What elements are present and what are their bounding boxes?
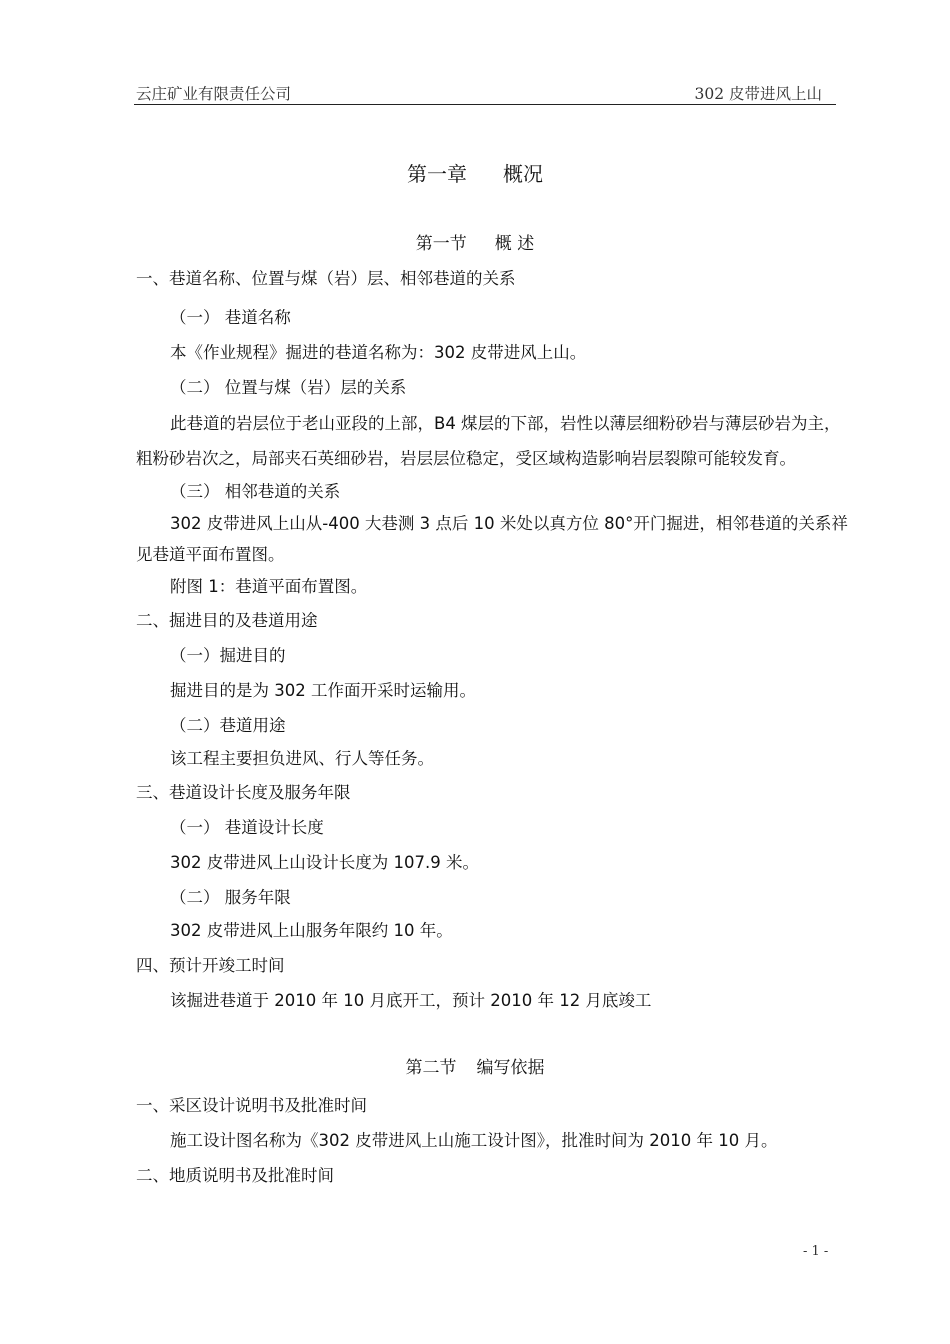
- section2-title: 编写依据: [476, 1058, 545, 1078]
- chapter-number: 第一章: [407, 162, 467, 186]
- header-doc-name: 302 皮带进风上山: [694, 85, 822, 103]
- heading-4: 四、预计开竣工时间: [136, 956, 285, 975]
- subheading-4: （一）掘进目的: [170, 646, 286, 665]
- page-header: [134, 82, 836, 105]
- paragraph-4: 掘进目的是为 302 工作面开采时运输用。: [170, 681, 476, 700]
- paragraph-7: 302 皮带进风上山服务年限约 10 年。: [170, 921, 453, 940]
- heading-2: 二、掘进目的及巷道用途: [136, 611, 318, 630]
- chapter-title: 概况: [503, 162, 543, 186]
- section1-title: 概 述: [494, 234, 535, 254]
- paragraph-2b: 粗粉砂岩次之，局部夹石英细砂岩，岩层层位稳定，受区域构造影响岩层裂隙可能较发育。: [136, 449, 796, 468]
- subheading-7: （二） 服务年限: [170, 888, 291, 907]
- paragraph-6: 302 皮带进风上山设计长度为 107.9 米。: [170, 853, 479, 872]
- header-company: 云庄矿业有限责任公司: [136, 85, 292, 103]
- paragraph-3c: 附图 1：巷道平面布置图。: [170, 577, 368, 596]
- subheading-1: （一） 巷道名称: [170, 308, 291, 327]
- subheading-5: （二）巷道用途: [170, 716, 286, 735]
- subheading-6: （一） 巷道设计长度: [170, 818, 324, 837]
- subheading-3: （三） 相邻巷道的关系: [170, 482, 341, 501]
- section2-heading-2: 二、地质说明书及批准时间: [136, 1166, 334, 1185]
- paragraph-3b: 见巷道平面布置图。: [136, 545, 285, 564]
- paragraph-5: 该工程主要担负进风、行人等任务。: [170, 749, 434, 768]
- paragraph-8: 该掘进巷道于 2010 年 10 月底开工，预计 2010 年 12 月底竣工: [170, 991, 652, 1010]
- paragraph-1: 本《作业规程》掘进的巷道名称为：302 皮带进风上山。: [170, 343, 587, 362]
- section2-paragraph-1: 施工设计图名称为《302 皮带进风上山施工设计图》，批准时间为 2010 年 10 月。: [170, 1131, 778, 1150]
- heading-1: 一、巷道名称、位置与煤（岩）层、相邻巷道的关系: [136, 269, 516, 288]
- section1-heading: [0, 233, 950, 255]
- paragraph-2a: 此巷道的岩层位于老山亚段的上部，B4 煤层的下部，岩性以薄层细粉砂岩与薄层砂岩为主，: [170, 414, 841, 433]
- subheading-2: （二） 位置与煤（岩）层的关系: [170, 378, 407, 397]
- section2-heading-1: 一、采区设计说明书及批准时间: [136, 1096, 367, 1115]
- heading-3: 三、巷道设计长度及服务年限: [136, 783, 351, 802]
- chapter-heading: [0, 158, 950, 187]
- page-number: - 1 -: [803, 1244, 829, 1259]
- paragraph-3a: 302 皮带进风上山从-400 大巷测 3 点后 10 米处以真方位 80°开门掘进，相邻巷道的关系祥: [170, 514, 848, 533]
- section2-number: 第二节: [405, 1058, 457, 1078]
- section2-heading: [0, 1057, 950, 1079]
- section1-number: 第一节: [415, 234, 467, 254]
